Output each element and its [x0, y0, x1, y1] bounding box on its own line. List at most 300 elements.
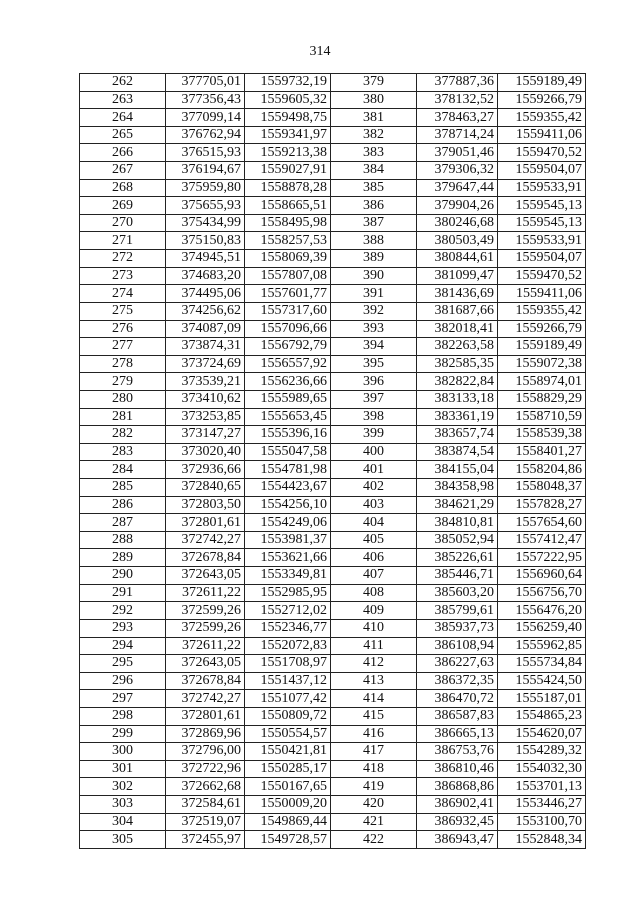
- x-coordinate-right: 385226,61: [417, 549, 498, 567]
- y-coordinate-left: 1556792,79: [245, 338, 331, 356]
- x-coordinate-left: 376762,94: [166, 126, 245, 144]
- point-number-right: 407: [331, 567, 417, 585]
- x-coordinate-left: 372796,00: [166, 743, 245, 761]
- y-coordinate-right: 1555424,50: [498, 672, 586, 690]
- table-row: [80, 250, 586, 268]
- y-coordinate-right: 1559470,52: [498, 144, 586, 162]
- point-number-left: 267: [80, 162, 166, 180]
- point-number-right: 390: [331, 267, 417, 285]
- point-number-right: 391: [331, 285, 417, 303]
- x-coordinate-left: 375959,80: [166, 179, 245, 197]
- y-coordinate-right: 1559411,06: [498, 126, 586, 144]
- y-coordinate-right: 1559533,91: [498, 179, 586, 197]
- y-coordinate-right: 1555187,01: [498, 690, 586, 708]
- point-number-left: 293: [80, 619, 166, 637]
- x-coordinate-right: 386227,63: [417, 655, 498, 673]
- point-number-right: 382: [331, 126, 417, 144]
- point-number-right: 414: [331, 690, 417, 708]
- point-number-left: 271: [80, 232, 166, 250]
- point-number-left: 275: [80, 302, 166, 320]
- y-coordinate-right: 1559266,79: [498, 320, 586, 338]
- x-coordinate-right: 385052,94: [417, 531, 498, 549]
- table-row: [80, 338, 586, 356]
- table-row: [80, 690, 586, 708]
- table-row: [80, 584, 586, 602]
- x-coordinate-left: 372643,05: [166, 567, 245, 585]
- coordinates-table: [79, 73, 586, 849]
- point-number-left: 291: [80, 584, 166, 602]
- x-coordinate-right: 378132,52: [417, 91, 498, 109]
- point-number-right: 417: [331, 743, 417, 761]
- point-number-left: 276: [80, 320, 166, 338]
- point-number-right: 384: [331, 162, 417, 180]
- y-coordinate-right: 1558710,59: [498, 408, 586, 426]
- y-coordinate-left: 1552712,02: [245, 602, 331, 620]
- y-coordinate-left: 1558495,98: [245, 214, 331, 232]
- point-number-left: 277: [80, 338, 166, 356]
- x-coordinate-right: 379904,26: [417, 197, 498, 215]
- y-coordinate-right: 1557828,27: [498, 496, 586, 514]
- point-number-right: 415: [331, 707, 417, 725]
- y-coordinate-left: 1559605,32: [245, 91, 331, 109]
- x-coordinate-right: 383874,54: [417, 443, 498, 461]
- y-coordinate-right: 1559072,38: [498, 355, 586, 373]
- y-coordinate-left: 1549728,57: [245, 831, 331, 849]
- table-row: [80, 373, 586, 391]
- table-row: [80, 479, 586, 497]
- y-coordinate-right: 1555962,85: [498, 637, 586, 655]
- point-number-right: 381: [331, 109, 417, 127]
- y-coordinate-left: 1557096,66: [245, 320, 331, 338]
- x-coordinate-left: 374683,20: [166, 267, 245, 285]
- y-coordinate-left: 1550009,20: [245, 795, 331, 813]
- point-number-right: 395: [331, 355, 417, 373]
- y-coordinate-right: 1559504,07: [498, 250, 586, 268]
- table-row: [80, 778, 586, 796]
- point-number-right: 396: [331, 373, 417, 391]
- y-coordinate-right: 1558401,27: [498, 443, 586, 461]
- table-row: [80, 461, 586, 479]
- x-coordinate-right: 386753,76: [417, 743, 498, 761]
- y-coordinate-right: 1558829,29: [498, 390, 586, 408]
- x-coordinate-left: 377356,43: [166, 91, 245, 109]
- x-coordinate-left: 372803,50: [166, 496, 245, 514]
- point-number-left: 300: [80, 743, 166, 761]
- page-number: 314: [309, 44, 331, 59]
- x-coordinate-left: 373539,21: [166, 373, 245, 391]
- table-row: [80, 760, 586, 778]
- point-number-right: 409: [331, 602, 417, 620]
- x-coordinate-right: 380844,61: [417, 250, 498, 268]
- x-coordinate-right: 386372,35: [417, 672, 498, 690]
- x-coordinate-right: 385603,20: [417, 584, 498, 602]
- x-coordinate-left: 377705,01: [166, 74, 245, 92]
- table-row: [80, 109, 586, 127]
- x-coordinate-left: 376515,93: [166, 144, 245, 162]
- point-number-right: 383: [331, 144, 417, 162]
- y-coordinate-left: 1550167,65: [245, 778, 331, 796]
- y-coordinate-left: 1550285,17: [245, 760, 331, 778]
- y-coordinate-right: 1552848,34: [498, 831, 586, 849]
- x-coordinate-right: 385799,61: [417, 602, 498, 620]
- y-coordinate-right: 1559189,49: [498, 74, 586, 92]
- point-number-left: 298: [80, 707, 166, 725]
- y-coordinate-right: 1553100,70: [498, 813, 586, 831]
- coordinates-table-body: [80, 74, 586, 849]
- x-coordinate-left: 372519,07: [166, 813, 245, 831]
- point-number-right: 408: [331, 584, 417, 602]
- x-coordinate-right: 386868,86: [417, 778, 498, 796]
- y-coordinate-left: 1555396,16: [245, 426, 331, 444]
- point-number-right: 389: [331, 250, 417, 268]
- point-number-right: 405: [331, 531, 417, 549]
- x-coordinate-left: 374495,06: [166, 285, 245, 303]
- y-coordinate-right: 1559266,79: [498, 91, 586, 109]
- x-coordinate-right: 377887,36: [417, 74, 498, 92]
- point-number-right: 406: [331, 549, 417, 567]
- table-row: [80, 267, 586, 285]
- table-row: [80, 619, 586, 637]
- y-coordinate-left: 1558878,28: [245, 179, 331, 197]
- point-number-left: 274: [80, 285, 166, 303]
- table-row: [80, 496, 586, 514]
- table-row: [80, 637, 586, 655]
- point-number-left: 287: [80, 514, 166, 532]
- table-row: [80, 426, 586, 444]
- point-number-left: 301: [80, 760, 166, 778]
- point-number-left: 279: [80, 373, 166, 391]
- point-number-left: 299: [80, 725, 166, 743]
- table-row: [80, 197, 586, 215]
- point-number-left: 265: [80, 126, 166, 144]
- x-coordinate-left: 372599,26: [166, 602, 245, 620]
- point-number-left: 295: [80, 655, 166, 673]
- table-row: [80, 74, 586, 92]
- point-number-left: 282: [80, 426, 166, 444]
- table-row: [80, 91, 586, 109]
- y-coordinate-right: 1557222,95: [498, 549, 586, 567]
- x-coordinate-left: 372936,66: [166, 461, 245, 479]
- y-coordinate-left: 1550554,57: [245, 725, 331, 743]
- point-number-left: 280: [80, 390, 166, 408]
- table-row: [80, 672, 586, 690]
- x-coordinate-right: 382585,35: [417, 355, 498, 373]
- table-row: [80, 162, 586, 180]
- table-row: [80, 408, 586, 426]
- table-row: [80, 355, 586, 373]
- x-coordinate-left: 373724,69: [166, 355, 245, 373]
- x-coordinate-left: 372801,61: [166, 707, 245, 725]
- table-row: [80, 443, 586, 461]
- y-coordinate-right: 1559355,42: [498, 302, 586, 320]
- x-coordinate-right: 381687,66: [417, 302, 498, 320]
- y-coordinate-right: 1556259,40: [498, 619, 586, 637]
- table-row: [80, 602, 586, 620]
- y-coordinate-right: 1553446,27: [498, 795, 586, 813]
- x-coordinate-left: 374087,09: [166, 320, 245, 338]
- y-coordinate-right: 1556476,20: [498, 602, 586, 620]
- y-coordinate-right: 1554289,32: [498, 743, 586, 761]
- table-row: [80, 302, 586, 320]
- x-coordinate-right: 383657,74: [417, 426, 498, 444]
- x-coordinate-left: 374945,51: [166, 250, 245, 268]
- table-row: [80, 831, 586, 849]
- y-coordinate-right: 1556960,64: [498, 567, 586, 585]
- point-number-right: 416: [331, 725, 417, 743]
- x-coordinate-right: 382822,84: [417, 373, 498, 391]
- table-row: [80, 232, 586, 250]
- table-row: [80, 531, 586, 549]
- x-coordinate-left: 372678,84: [166, 672, 245, 690]
- y-coordinate-left: 1558069,39: [245, 250, 331, 268]
- point-number-left: 290: [80, 567, 166, 585]
- y-coordinate-left: 1554423,67: [245, 479, 331, 497]
- x-coordinate-left: 373410,62: [166, 390, 245, 408]
- y-coordinate-left: 1553981,37: [245, 531, 331, 549]
- y-coordinate-left: 1549869,44: [245, 813, 331, 831]
- y-coordinate-left: 1551437,12: [245, 672, 331, 690]
- y-coordinate-right: 1555734,84: [498, 655, 586, 673]
- x-coordinate-right: 382263,58: [417, 338, 498, 356]
- point-number-right: 388: [331, 232, 417, 250]
- table-row: [80, 549, 586, 567]
- table-row: [80, 725, 586, 743]
- table-row: [80, 655, 586, 673]
- point-number-left: 262: [80, 74, 166, 92]
- x-coordinate-left: 377099,14: [166, 109, 245, 127]
- y-coordinate-right: 1554865,23: [498, 707, 586, 725]
- point-number-right: 421: [331, 813, 417, 831]
- y-coordinate-left: 1559027,91: [245, 162, 331, 180]
- x-coordinate-right: 385446,71: [417, 567, 498, 585]
- x-coordinate-right: 383133,18: [417, 390, 498, 408]
- point-number-left: 292: [80, 602, 166, 620]
- point-number-left: 266: [80, 144, 166, 162]
- x-coordinate-right: 386108,94: [417, 637, 498, 655]
- x-coordinate-left: 375434,99: [166, 214, 245, 232]
- x-coordinate-right: 381099,47: [417, 267, 498, 285]
- x-coordinate-right: 384810,81: [417, 514, 498, 532]
- y-coordinate-left: 1558665,51: [245, 197, 331, 215]
- x-coordinate-left: 376194,67: [166, 162, 245, 180]
- y-coordinate-right: 1559355,42: [498, 109, 586, 127]
- point-number-right: 411: [331, 637, 417, 655]
- y-coordinate-right: 1559189,49: [498, 338, 586, 356]
- point-number-left: 281: [80, 408, 166, 426]
- y-coordinate-right: 1559411,06: [498, 285, 586, 303]
- table-row: [80, 214, 586, 232]
- x-coordinate-right: 384621,29: [417, 496, 498, 514]
- point-number-left: 269: [80, 197, 166, 215]
- point-number-right: 394: [331, 338, 417, 356]
- y-coordinate-left: 1554249,06: [245, 514, 331, 532]
- y-coordinate-left: 1557807,08: [245, 267, 331, 285]
- x-coordinate-left: 373253,85: [166, 408, 245, 426]
- x-coordinate-left: 372840,65: [166, 479, 245, 497]
- point-number-right: 403: [331, 496, 417, 514]
- point-number-left: 270: [80, 214, 166, 232]
- point-number-right: 380: [331, 91, 417, 109]
- y-coordinate-right: 1559545,13: [498, 214, 586, 232]
- y-coordinate-left: 1551077,42: [245, 690, 331, 708]
- point-number-right: 401: [331, 461, 417, 479]
- x-coordinate-right: 382018,41: [417, 320, 498, 338]
- point-number-right: 419: [331, 778, 417, 796]
- table-row: [80, 813, 586, 831]
- point-number-left: 304: [80, 813, 166, 831]
- x-coordinate-left: 372611,22: [166, 584, 245, 602]
- point-number-right: 400: [331, 443, 417, 461]
- table-row: [80, 144, 586, 162]
- y-coordinate-right: 1559470,52: [498, 267, 586, 285]
- y-coordinate-left: 1555653,45: [245, 408, 331, 426]
- point-number-right: 402: [331, 479, 417, 497]
- x-coordinate-left: 372611,22: [166, 637, 245, 655]
- x-coordinate-right: 380503,49: [417, 232, 498, 250]
- table-row: [80, 514, 586, 532]
- x-coordinate-left: 373147,27: [166, 426, 245, 444]
- x-coordinate-right: 379051,46: [417, 144, 498, 162]
- point-number-right: 392: [331, 302, 417, 320]
- point-number-right: 397: [331, 390, 417, 408]
- y-coordinate-right: 1558048,37: [498, 479, 586, 497]
- y-coordinate-right: 1557412,47: [498, 531, 586, 549]
- x-coordinate-left: 373020,40: [166, 443, 245, 461]
- y-coordinate-left: 1556557,92: [245, 355, 331, 373]
- point-number-left: 272: [80, 250, 166, 268]
- point-number-right: 398: [331, 408, 417, 426]
- table-row: [80, 795, 586, 813]
- x-coordinate-right: 378463,27: [417, 109, 498, 127]
- y-coordinate-left: 1556236,66: [245, 373, 331, 391]
- y-coordinate-left: 1553349,81: [245, 567, 331, 585]
- point-number-right: 387: [331, 214, 417, 232]
- x-coordinate-left: 372742,27: [166, 690, 245, 708]
- x-coordinate-right: 383361,19: [417, 408, 498, 426]
- y-coordinate-left: 1559498,75: [245, 109, 331, 127]
- y-coordinate-left: 1555047,58: [245, 443, 331, 461]
- point-number-right: 404: [331, 514, 417, 532]
- x-coordinate-left: 375150,83: [166, 232, 245, 250]
- y-coordinate-right: 1553701,13: [498, 778, 586, 796]
- x-coordinate-right: 386587,83: [417, 707, 498, 725]
- x-coordinate-right: 386943,47: [417, 831, 498, 849]
- point-number-left: 273: [80, 267, 166, 285]
- y-coordinate-right: 1554620,07: [498, 725, 586, 743]
- x-coordinate-right: 386932,45: [417, 813, 498, 831]
- y-coordinate-right: 1558204,86: [498, 461, 586, 479]
- x-coordinate-left: 372584,61: [166, 795, 245, 813]
- x-coordinate-right: 381436,69: [417, 285, 498, 303]
- point-number-right: 393: [331, 320, 417, 338]
- y-coordinate-left: 1559341,97: [245, 126, 331, 144]
- x-coordinate-right: 386665,13: [417, 725, 498, 743]
- y-coordinate-right: 1554032,30: [498, 760, 586, 778]
- y-coordinate-right: 1556756,70: [498, 584, 586, 602]
- point-number-right: 422: [331, 831, 417, 849]
- y-coordinate-left: 1554256,10: [245, 496, 331, 514]
- x-coordinate-left: 372722,96: [166, 760, 245, 778]
- point-number-right: 386: [331, 197, 417, 215]
- x-coordinate-right: 378714,24: [417, 126, 498, 144]
- x-coordinate-left: 372742,27: [166, 531, 245, 549]
- y-coordinate-left: 1557317,60: [245, 302, 331, 320]
- y-coordinate-left: 1552346,77: [245, 619, 331, 637]
- table-row: [80, 179, 586, 197]
- x-coordinate-left: 372869,96: [166, 725, 245, 743]
- x-coordinate-right: 379306,32: [417, 162, 498, 180]
- y-coordinate-left: 1559213,38: [245, 144, 331, 162]
- point-number-left: 296: [80, 672, 166, 690]
- point-number-left: 286: [80, 496, 166, 514]
- y-coordinate-left: 1552985,95: [245, 584, 331, 602]
- point-number-left: 284: [80, 461, 166, 479]
- point-number-left: 264: [80, 109, 166, 127]
- x-coordinate-right: 384155,04: [417, 461, 498, 479]
- point-number-right: 420: [331, 795, 417, 813]
- x-coordinate-right: 386470,72: [417, 690, 498, 708]
- x-coordinate-right: 385937,73: [417, 619, 498, 637]
- point-number-right: 379: [331, 74, 417, 92]
- point-number-left: 297: [80, 690, 166, 708]
- point-number-left: 294: [80, 637, 166, 655]
- point-number-left: 263: [80, 91, 166, 109]
- point-number-left: 305: [80, 831, 166, 849]
- y-coordinate-right: 1557654,60: [498, 514, 586, 532]
- y-coordinate-left: 1551708,97: [245, 655, 331, 673]
- y-coordinate-left: 1554781,98: [245, 461, 331, 479]
- table-row: [80, 567, 586, 585]
- y-coordinate-left: 1550421,81: [245, 743, 331, 761]
- y-coordinate-left: 1552072,83: [245, 637, 331, 655]
- x-coordinate-left: 372643,05: [166, 655, 245, 673]
- x-coordinate-right: 379647,44: [417, 179, 498, 197]
- point-number-left: 285: [80, 479, 166, 497]
- table-row: [80, 390, 586, 408]
- y-coordinate-left: 1559732,19: [245, 74, 331, 92]
- point-number-left: 278: [80, 355, 166, 373]
- point-number-left: 289: [80, 549, 166, 567]
- x-coordinate-left: 375655,93: [166, 197, 245, 215]
- table-row: [80, 707, 586, 725]
- x-coordinate-left: 374256,62: [166, 302, 245, 320]
- table-row: [80, 320, 586, 338]
- point-number-left: 268: [80, 179, 166, 197]
- point-number-right: 410: [331, 619, 417, 637]
- x-coordinate-left: 372678,84: [166, 549, 245, 567]
- point-number-left: 288: [80, 531, 166, 549]
- point-number-right: 418: [331, 760, 417, 778]
- y-coordinate-left: 1553621,66: [245, 549, 331, 567]
- y-coordinate-right: 1558539,38: [498, 426, 586, 444]
- y-coordinate-left: 1557601,77: [245, 285, 331, 303]
- point-number-right: 385: [331, 179, 417, 197]
- point-number-right: 399: [331, 426, 417, 444]
- y-coordinate-left: 1550809,72: [245, 707, 331, 725]
- point-number-left: 302: [80, 778, 166, 796]
- y-coordinate-right: 1559533,91: [498, 232, 586, 250]
- y-coordinate-right: 1558974,01: [498, 373, 586, 391]
- table-row: [80, 126, 586, 144]
- y-coordinate-left: 1555989,65: [245, 390, 331, 408]
- x-coordinate-left: 372455,97: [166, 831, 245, 849]
- point-number-left: 283: [80, 443, 166, 461]
- x-coordinate-right: 384358,98: [417, 479, 498, 497]
- x-coordinate-left: 372662,68: [166, 778, 245, 796]
- table-row: [80, 743, 586, 761]
- y-coordinate-right: 1559504,07: [498, 162, 586, 180]
- x-coordinate-right: 386902,41: [417, 795, 498, 813]
